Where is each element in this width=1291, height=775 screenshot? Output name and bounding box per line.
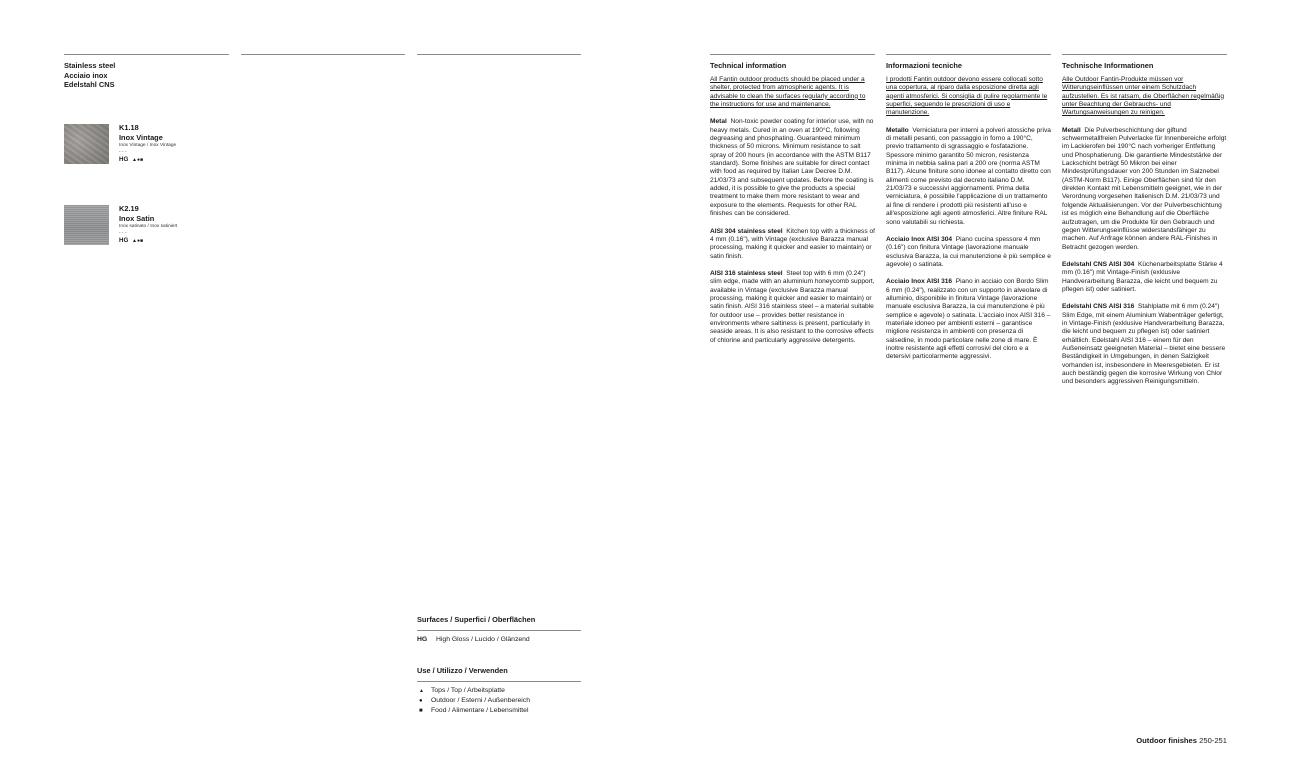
heading-de: Edelstahl CNS xyxy=(64,80,115,89)
surface-legend-row xyxy=(417,635,530,645)
swatch-inox-satin xyxy=(64,205,109,245)
material-dashes: - - - xyxy=(119,231,127,236)
section-term: Metal xyxy=(710,118,727,126)
material-subtitle: Inox Vintage / Inox Vintage xyxy=(119,143,177,148)
divider xyxy=(241,54,405,55)
section-text: Steel top with 6 mm (0.24") slim edge, made with an aluminium honeycomb support, available in Vintage (exclusive Barazza manual processing, making it quicker and easier to maintain) or satin finish. AISI 316 stainless steel – a material suitable for outdoor use – provides better resistance in environments where saltiness is present, particularly in seaside areas. It is also resistant to the corrosive effects of chlorine and particularly aggressive detergents. xyxy=(710,269,875,344)
surface-description: High Gloss / Lucido / Glänzend xyxy=(436,636,530,643)
section-term: Acciaio Inox AISI 316 xyxy=(886,278,953,286)
use-item-tops xyxy=(419,686,530,696)
section-term: Acciaio Inox AISI 304 xyxy=(886,235,953,243)
use-legend xyxy=(419,686,530,716)
use-label: Tops / Top / Arbeitsplatte xyxy=(431,687,505,694)
section-metal xyxy=(886,127,1051,227)
section-term: Metall xyxy=(1062,126,1081,134)
info-column-en xyxy=(710,61,875,354)
finish-code: HG xyxy=(119,156,129,163)
section-text: Piano cucina spessore 4 mm (0.16") con finitura Vintage (lavorazione manuale esclusiva Barazza, la cui manutenzione è più semplice e agevole) o satinata. xyxy=(886,235,1051,268)
use-icons: ▲●■ xyxy=(132,238,144,244)
swatch-inox-vintage xyxy=(64,124,109,164)
column-intro: Alle Outdoor Fantin-Produkte müssen vor Witterungseinflüssen unter einem Schutzdach aufzustellen. Es ist ratsam, die Oberflächen regelmäßig unter Beachtung der Gebrauchs- und Wartungsanweisungen zu reinigen. xyxy=(1062,76,1224,117)
section-metal xyxy=(710,118,875,218)
material-name: Inox Satin xyxy=(119,213,155,223)
divider xyxy=(1062,54,1227,55)
section-term: AISI 316 stainless steel xyxy=(710,269,783,277)
material-code: K2.19 xyxy=(119,204,139,213)
material-code: K1.18 xyxy=(119,123,139,132)
column-heading: Informazioni tecniche xyxy=(886,61,962,70)
finish-row xyxy=(119,237,177,245)
material-dashes: - - - xyxy=(119,150,127,155)
divider xyxy=(417,630,581,631)
page-numbers: 250-251 xyxy=(1199,736,1227,745)
section-text: Stahlplatte mit 6 mm (0.24") Slim Edge, mit einem Aluminium Wabenträger gefertigt, in Vintage-Finish (exklusive Handverarbeitung Barazza, die leicht und bequem zu pflegen ist) oder satiniert erhältlich. Edelstahl AISI 316 – einem für den Außeneinsatz geeigneten Material – bietet eine bessere Beständigkeit in Umgebungen, in denen Salzigkeit vorhanden ist, insbesondere in Meeresgebieten. Er ist auch beständig gegen die korrosive Wirkung von Chlor und besonders aggressiven Reinigungsmitteln. xyxy=(1062,303,1226,386)
divider xyxy=(417,681,581,682)
section-term: Edelstahl CNS AISI 316 xyxy=(1062,303,1135,311)
info-column-de xyxy=(1062,61,1227,396)
finish-code: HG xyxy=(119,237,129,244)
section-aisi-304 xyxy=(1062,261,1227,294)
surfaces-title: Surfaces / Superfici / Oberflächen xyxy=(417,615,536,624)
section-metal xyxy=(1062,127,1227,252)
section-aisi-316 xyxy=(710,270,875,345)
material-name: Inox Vintage xyxy=(119,132,163,142)
section-aisi-304 xyxy=(710,228,875,261)
surface-code: HG xyxy=(417,636,428,643)
section-text: Piano in acciaio con Bordo Slim 6 mm (0.24"), realizzato con un supporto in alveolare di alluminio, disponibile in finitura Vintage (lavorazione manuale esclusiva Barazza, la cui manutenzione è più semplice e agevole) o satinata. L'acciaio inox AISI 316 – materiale idoneo per ambienti esterni – garantisce migliore resistenza in ambienti con presenza di salsedine, in modo particolare nelle zone di mare. È inoltre resistente agli effetti corrosivi del cloro e a detersivi particolarmente aggressivi. xyxy=(886,278,1051,361)
divider xyxy=(886,54,1051,55)
section-aisi-316 xyxy=(886,278,1051,361)
triangle-icon: ▲ xyxy=(419,688,424,694)
material-subtitle: Inox satinato / Inox satiniert xyxy=(119,224,178,229)
use-item-food xyxy=(419,706,530,716)
section-term: AISI 304 stainless steel xyxy=(710,227,783,235)
column-heading: Technical information xyxy=(710,61,787,70)
section-aisi-304 xyxy=(886,236,1051,269)
footer-section: Outdoor finishes xyxy=(1136,736,1197,745)
use-label: Food / Alimentare / Lebensmittel xyxy=(431,707,529,714)
finish-row xyxy=(119,156,176,164)
section-term: Edelstahl CNS AISI 304 xyxy=(1062,260,1135,268)
square-icon: ■ xyxy=(419,708,423,714)
section-term: Metallo xyxy=(886,126,909,134)
section-text: Kitchen top with a thickness of 4 mm (0.16"), with Vintage (exclusive Barazza manual processing, making it quicker and easier to maintain) or satin finish. xyxy=(710,227,875,260)
section-aisi-316 xyxy=(1062,303,1227,386)
divider xyxy=(64,54,229,55)
circle-icon: ● xyxy=(419,698,423,704)
section-text: Non-toxic powder coating for interior use, with no heavy metals. Cured in an oven at 190°C, following degreasing and phosphating. Guaranteed minimum thickness of 50 microns. Minimum resistance to salt spray of 200 hours (in accordance with the ASTM B117 standard). Some finishes are suitable for direct contact with food as required by Italian Law Decree D.M. 21/03/73 and subsequent updates. Before the coating is added, it is possible to give the products a special treatment to make them more resistant to wear and exposure to the elements. Requests for other RAL finishes can be considered. xyxy=(710,118,874,218)
material-card xyxy=(119,123,176,164)
section-text: Die Pulverbeschichtung der giftund schwermetallfreien Pulverlacke für Innenbereiche erfolgt im Lackierofen bei 190°C nach vorheriger Entfettung und Phosphatierung. Die garantierte Mindeststärke der Lackschicht beträgt 50 Mikron bei einer Mindestprüfungsdauer von 200 Stunden im Salznebel (ASTM-Norm B117). Einige Oberflächen sind für den direkten Kontakt mit Lebensmitteln geeignet, wie in der Verordnung vorgesehen Italienisch D.M. 21/03/73 und folgende Aktualisierungen. Vor der Pulverbeschichtung ist es möglich eine Behandlung auf die Oberfläche aufzutragen, um die Produkte für den Gebrauch und gegen Witterungseinflüsse widerstandsfähiger zu machen. Auf Anfrage können andere RAL-Finishes in Betracht gezogen werden. xyxy=(1062,126,1227,251)
section-text: Küchenarbeitsplatte Stärke 4 mm (0.16") mit Vintage-Finish (exklusive Handverarbeitung Barazza, die leicht und bequem zu pflegen ist) oder satiniert. xyxy=(1062,260,1223,293)
divider xyxy=(417,54,581,55)
column-intro: I prodotti Fantin outdoor devono essere collocati sotto una copertura, al riparo dalla esposizione diretta agli agenti atmosferici. Si consiglia di pulire regolarmente le superfici, seguendo le prescrizioni di uso e manutenzione. xyxy=(886,76,1048,117)
section-text: Verniciatura per interni a polveri atossiche priva di metalli pesanti, con passaggio in forno a 190°C, previo trattamento di sgrassaggio e fosfatazione. Spessore minimo garantito 50 micron, resistenza minima in nebbia salina pari a 200 ore (norma ASTM B117). Alcune finiture sono idonee al contatto diretto con alimenti come previsto dal decreto italiano D.M. 21/03/73 e successivi aggiornamenti. Prima della verniciatura, è possibile l'applicazione di un trattamento al fine di rendere i prodotti più resistenti all'uso e all'esposizione agli agenti atmosferici. Altre finiture RAL sono valutabili su richiesta. xyxy=(886,126,1051,226)
column-intro: All Fantin outdoor products should be placed under a shelter, protected from atmospheric agents. It is advisable to clean the surfaces regularly according to the instructions for use and maintenance. xyxy=(710,76,866,109)
heading-it: Acciaio inox xyxy=(64,70,108,80)
page-footer xyxy=(1136,736,1227,745)
material-family-heading xyxy=(64,61,115,90)
use-icons: ▲●■ xyxy=(132,157,144,163)
divider xyxy=(710,54,875,55)
info-column-it xyxy=(886,61,1051,371)
heading-en: Stainless steel xyxy=(64,61,116,70)
use-label: Outdoor / Esterni / Außenbereich xyxy=(431,697,530,704)
use-title: Use / Utilizzo / Verwenden xyxy=(417,666,508,675)
use-item-outdoor xyxy=(419,696,530,706)
material-card xyxy=(119,204,177,245)
column-heading: Technische Informationen xyxy=(1062,61,1154,70)
